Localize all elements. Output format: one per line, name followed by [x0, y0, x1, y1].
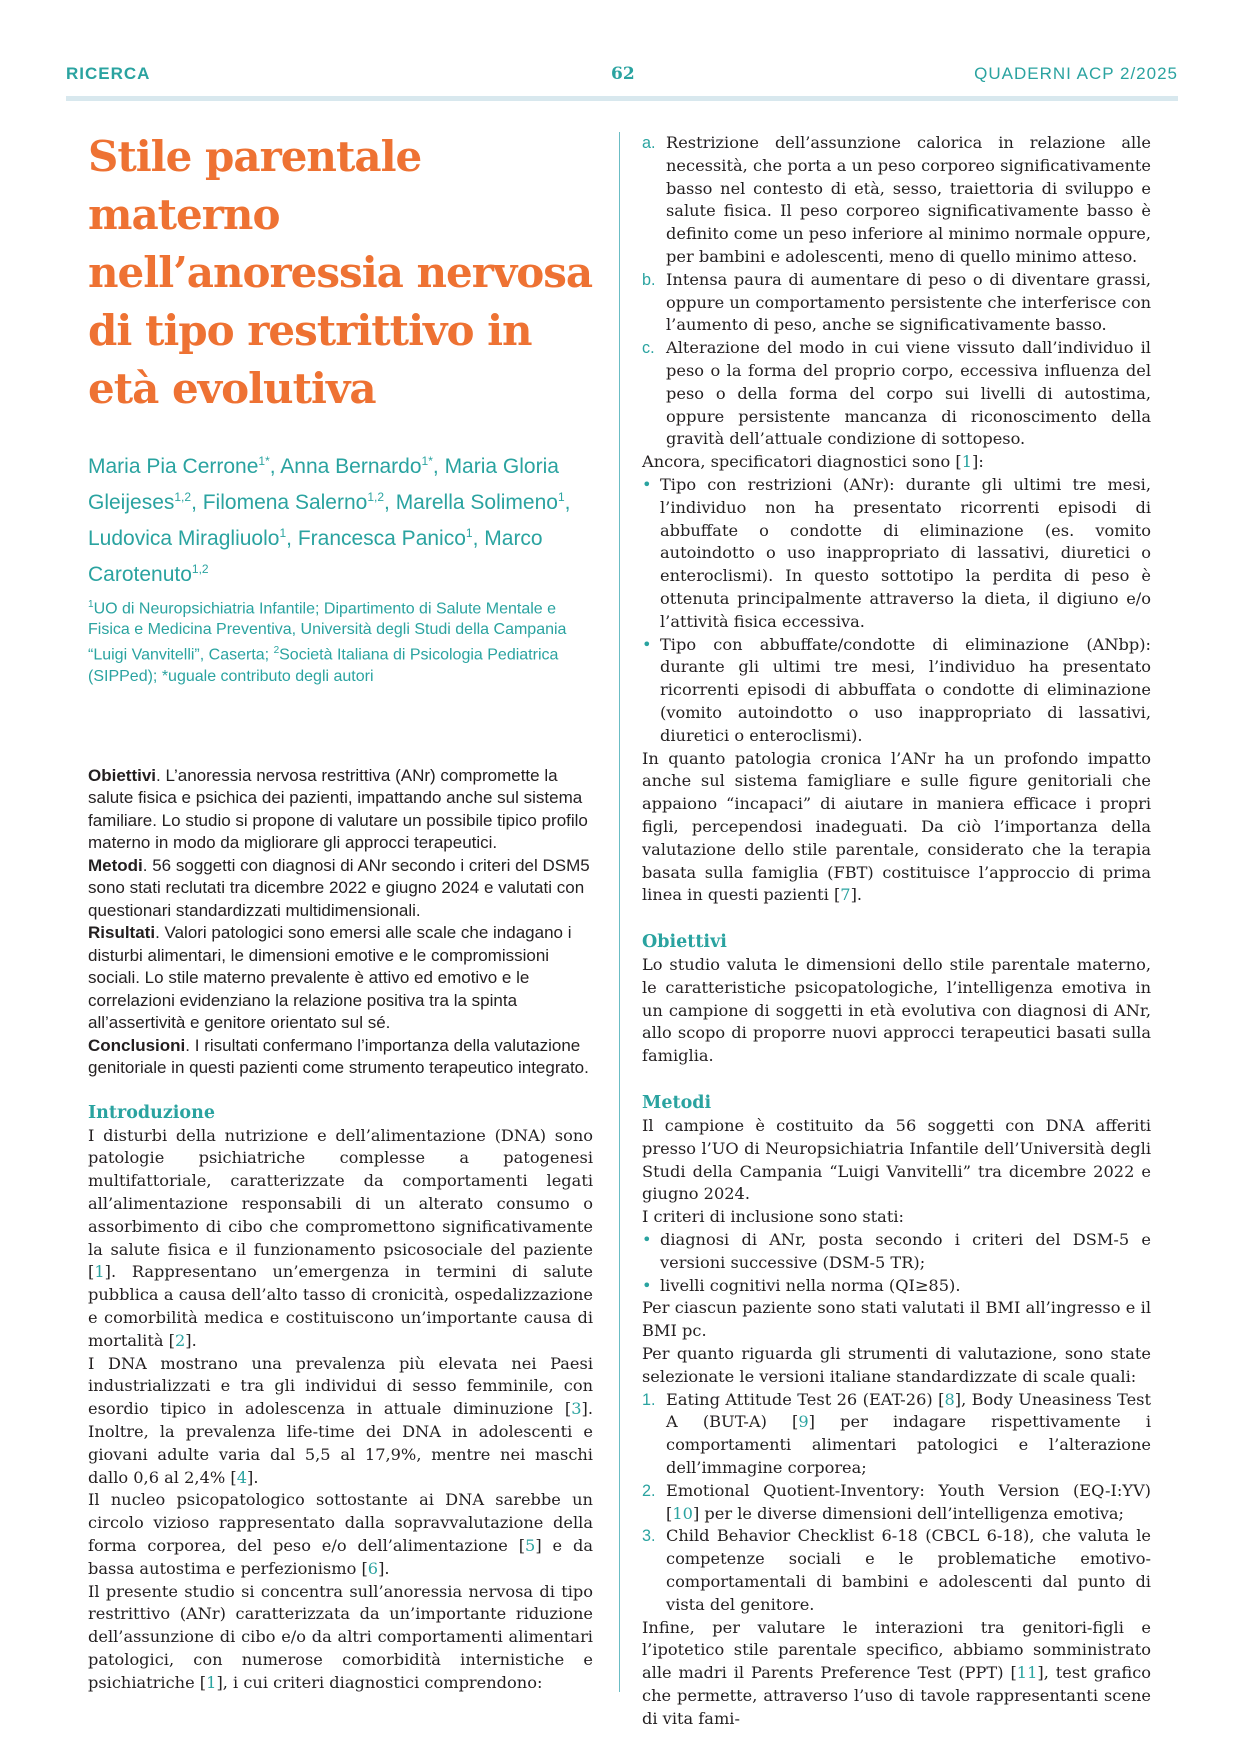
title-line: Stile parentale [88, 132, 422, 181]
citation-link[interactable]: 2 [174, 1330, 186, 1350]
affil-sup: 2 [273, 645, 280, 657]
author-name: Marella Solimeno [395, 491, 558, 514]
citation-link[interactable]: 1 [206, 1672, 217, 1692]
criterion-text: Alterazione del modo in cui viene vissuto dall’individuo il peso o la forma del proprio corpo, eccessiva influenza del peso o della forma del corpo sui livelli di autostima, oppure persistente mancanza di riconoscimento della gravità dell’attuale condizione di sottopeso. [666, 338, 1151, 449]
abstract-label: Conclusioni [88, 1035, 186, 1055]
author-sup: 1,2 [174, 490, 192, 504]
paragraph [88, 1489, 593, 1580]
author-sup: 1,2 [191, 562, 209, 576]
author-sup: 1 [465, 526, 473, 540]
title-line: di tipo restrittivo in [88, 306, 532, 355]
text: ]. [185, 1330, 197, 1350]
citation-link[interactable]: 10 [672, 1503, 693, 1523]
header-rule [66, 96, 1178, 101]
abstract-obiettivi [88, 765, 593, 855]
list-marker: 2. [642, 1481, 656, 1500]
text: ], Body Uneasiness Test A (BUT-A) [ [666, 1389, 1151, 1432]
tool-item [642, 1480, 1151, 1526]
author-name: Filomena Salerno [202, 491, 368, 514]
criterion-item [642, 337, 1151, 451]
abstract-metodi [88, 855, 593, 923]
affiliation-2: Società Italiana di Psicologia Pediatrica (SIPPed); [88, 646, 559, 685]
text: ]. [247, 1467, 259, 1487]
author-name: Maria Gloria Gleijeses [88, 455, 559, 514]
paragraph: I criteri di inclusione sono stati: [642, 1207, 904, 1227]
abstract-text: . I risultati confermano l’importanza della valutazione genitoriale in questi pazienti come strumento terapeutico integrato. [88, 1035, 589, 1078]
author-sup: 1* [258, 454, 270, 468]
specifier-text: Tipo con restrizioni (ANr): durante gli ultimi tre mesi, l’individuo non ha presentato ricorrenti episodi di abbuffate o condotte di eliminazione (es. vomito autoindotto o uso inappropriato di lassativi, diuretici o enteroclismi). In questo sottotipo la perdita di peso è ottenuta principalmente attraverso la dieta, il digiuno e/o l’attività fisica eccessiva. [660, 474, 1151, 631]
author-sup: 1 [279, 526, 287, 540]
list-marker: a. [642, 134, 656, 152]
paragraph [642, 451, 1151, 474]
criterion-text: Restrizione dell’assunzione calorica in relazione alle necessità, che porta a un peso corporeo significativamente basso nel contesto di età, sesso, traiettoria di sviluppo e salute fisica. Il peso corporeo significativamente basso è definito come un peso inferiore al minimo normale oppure, per bambini e adolescenti, meno di quello minimo atteso. [666, 133, 1151, 266]
citation-link[interactable]: 9 [798, 1412, 809, 1432]
abstract-text: . Valori patologici sono emersi alle scale che indagano i disturbi alimentari, le dimensioni emotive e le compromissioni sociali. Lo stile materno prevalente è attivo ed emotivo e le correlazioni evidenziano la relazione positiva tra la spinta all’assertività e genitore orientato sul sé. [88, 923, 572, 1033]
author-sup: 1,2 [367, 490, 385, 504]
list-marker: c. [642, 339, 655, 358]
author-list: Maria Pia Cerrone$^{1*}$, Anna Bernardo$^{1*}$, Maria Gloria Gleijeses$^{1,2}$, Filomena Salerno$^{1,2}$, Marella Solimeno$^1$, Ludovica Miragliuolo$^1$, Francesca Panico$^1$, Marco Carotenuto$^{1,2}$ [88, 454, 571, 586]
abstract [88, 765, 593, 1080]
affiliations [88, 594, 593, 687]
abstract-text: . L’anoressia nervosa restrittiva (ANr) compromette la salute fisica e psichica dei pazienti, impattando anche sul sistema familiare. Lo studio si propone di valutare un possibile tipico profilo materno in modo da migliorare gli approcci terapeutici. [88, 765, 588, 853]
author-sup: 1* [421, 454, 433, 468]
page-number: 62 [611, 64, 635, 84]
abstract-label: Metodi [88, 855, 143, 875]
text: ] per indagare rispettivamente i comportamenti alimentari patologici e l’alterazione dell’immagine corporea; [666, 1412, 1151, 1478]
criterion-item [642, 269, 1151, 337]
abstract-label: Risultati [88, 923, 156, 943]
affil-sup: 1 [88, 599, 94, 610]
paragraph: Il campione è costituito da 56 soggetti con DNA afferiti presso l’UO di Neuropsichiatria Infantile dell’Università degli Studi della Campania “Luigi Vanvitelli” tra dicembre 2022 e giugno 2024. [642, 1116, 1151, 1204]
list-marker: 1. [642, 1390, 656, 1409]
author-name: Maria Pia Cerrone [88, 455, 259, 478]
author-name: Ludovica Miragliuolo [88, 527, 280, 550]
bullet-icon: • [642, 634, 652, 654]
paragraph [88, 1581, 593, 1695]
text: Emotional Quotient-Inventory: Youth Version (EQ-I:YV) [ [666, 1480, 1151, 1523]
section-label: RICERCA [66, 64, 151, 83]
text: Il presente studio si concentra sull’anoressia nervosa di tipo restrittivo (ANr) caratterizzata da un’importante riduzione dell’assunzione di cibo e/o da altri comportamenti alimentari patologici, con numerose comorbidità internistiche e psichiatriche [ [88, 1581, 593, 1692]
abstract-label: Obiettivi [88, 765, 157, 785]
text: I disturbi della nutrizione e dell’alimentazione (DNA) sono patologie psichiatriche complesse a patogenesi multifattoriale, caratterizzate da comportamenti legati all’alimentazione responsabili di un alterato consumo o assorbimento di cibo che compromettono significativamente la salute fisica e il funzionamento psicosociale del paziente [ [88, 1125, 593, 1282]
citation-link[interactable]: 6 [367, 1558, 379, 1578]
text: ]. Inoltre, la prevalenza life-time dei DNA in adolescenti e giovani adulte varia dal 5,5 al 17,9%, mentre nei maschi dallo 0,6 al 2,4% [ [88, 1399, 593, 1487]
author-name: Marco Carotenuto [88, 527, 543, 586]
paragraph: Per quanto riguarda gli strumenti di valutazione, sono state selezionate le versioni italiane standardizzate di scale quali: [642, 1344, 1151, 1386]
citation-link[interactable]: 3 [571, 1399, 582, 1419]
title-line: materno [88, 190, 280, 239]
criterion-item [642, 132, 1151, 269]
paragraph [88, 1353, 593, 1490]
inclusion-text: livelli cognitivi nella norma (QI≥85). [660, 1275, 961, 1295]
article-title [88, 128, 593, 418]
abstract-text: . 56 soggetti con diagnosi di ANr secondo i criteri del DSM5 sono stati reclutati tra dicembre 2022 e giugno 2024 e valutati con questionari standardizzati multidimensionali. [88, 855, 590, 920]
right-column [642, 132, 1151, 1731]
journal-name: QUADERNI ACP 2/2025 [974, 64, 1178, 83]
text: Child Behavior Checklist 6-18 (CBCL 6-18), che valuta le competenze sociali e le problematiche emotivo-comportamentali di bambini e adolescenti dal punto di vista del genitore. [666, 1526, 1151, 1614]
tool-item [642, 1525, 1151, 1616]
specifier-item [642, 474, 1151, 634]
section-heading-obiettivi: Obiettivi [642, 932, 727, 953]
author-sup: 1 [557, 490, 565, 504]
column-divider [619, 132, 620, 1692]
paragraph: Per ciascun paziente sono stati valutati il BMI all’ingresso e il BMI pc. [642, 1298, 1151, 1341]
list-marker: 3. [642, 1527, 656, 1546]
text: Eating Attitude Test 26 (EAT-26) [ [666, 1389, 945, 1409]
title-line: età evolutiva [88, 364, 376, 413]
text: Il nucleo psicopatologico sottostante ai DNA sarebbe un circolo vizioso rappresentato dalla sopravvalutazione della forma corporea, del peso e/o dell’alimentazione [ [88, 1490, 593, 1555]
bullet-icon: • [642, 1275, 652, 1295]
author-name: Anna Bernardo [280, 455, 422, 478]
tool-item [642, 1389, 1151, 1480]
text: Infine, per valutare le interazioni tra genitori-figli e l’ipotetico stile parentale specifico, abbiamo somministrato alle madri il Parents Preference Test (PPT) [ [642, 1617, 1151, 1683]
specifier-text: Tipo con abbuffate/condotte di eliminazione (ANbp): durante gli ultimi tre mesi, l’individuo ha presentato ricorrenti episodi di abbuffata o condotte di eliminazione (vomito autoindotto o uso inappropriato di lassativi, diuretici o enteroclismi). [660, 634, 1151, 745]
text: ] e da bassa autostima e perfezionismo [ [88, 1536, 593, 1578]
inclusion-item [642, 1275, 1151, 1298]
citation-link[interactable]: 4 [236, 1467, 248, 1487]
paragraph [642, 748, 1151, 908]
criterion-text: Intensa paura di aumentare di peso o di diventare grassi, oppure un comportamento persistente che interferisce con l’aumento di peso, anche se significativamente basso. [666, 269, 1151, 335]
text: ]. Rappresentano un’emergenza in termini di salute pubblica a causa dell’alto tasso di cronicità, ospedalizzazione e comorbilità medica e costituiscono un’importante causa di mortalità [ [88, 1262, 593, 1350]
paragraph: Lo studio valuta le dimensioni dello stile parentale materno, le caratteristiche psicopatologiche, l’intelligenza emotiva in un campione di soggetti in età evolutiva con diagnosi di ANr, allo scopo di proporre nuovi approcci terapeutici basati sulla famiglia. [642, 955, 1151, 1066]
section-heading-introduzione: Introduzione [88, 1102, 215, 1123]
affiliation-1: UO di Neuropsichiatria Infantile; Dipartimento di Salute Mentale e Fisica e Medicina Preventiva, Università degli Studi della Campania “Luigi Vanvitelli”, Caserta; [88, 600, 567, 664]
citation-link[interactable]: 1 [961, 452, 973, 472]
text: ] per le diverse dimensioni dell’intelligenza emotiva; [692, 1503, 1124, 1523]
text: Ancora, specificatori diagnostici sono [ [642, 452, 962, 472]
bullet-icon: • [642, 1230, 652, 1250]
running-header [66, 64, 1178, 92]
section-heading-metodi: Metodi [642, 1093, 712, 1114]
author-name: Francesca Panico [297, 527, 466, 550]
citation-link[interactable]: 1 [94, 1262, 105, 1282]
specifier-item [642, 634, 1151, 748]
title-line: nell’anoressia nervosa [88, 248, 593, 297]
text: ]. [378, 1558, 390, 1578]
abstract-risultati [88, 922, 593, 1035]
citation-link[interactable]: 11 [1016, 1663, 1038, 1683]
text: ], i cui criteri diagnostici comprendono: [216, 1672, 543, 1692]
abstract-conclusioni [88, 1035, 593, 1080]
text: ]. [850, 885, 863, 905]
equal-contribution-note: *uguale contributo degli autori [161, 667, 374, 685]
citation-link[interactable]: 7 [840, 885, 851, 905]
inclusion-item [642, 1229, 1151, 1275]
citation-link[interactable]: 8 [944, 1389, 955, 1409]
list-marker: b. [642, 270, 656, 289]
citation-link[interactable]: 5 [525, 1536, 536, 1555]
text: ], test grafico che permette, attraverso l’uso di tavole rappresentanti scene di vita fami- [642, 1663, 1152, 1728]
inclusion-text: diagnosi di ANr, posta secondo i criteri del DSM-5 e versioni successive (DSM-5 TR); [660, 1230, 1151, 1272]
bullet-icon: • [642, 474, 652, 494]
text: ]: [972, 452, 984, 472]
left-column [88, 128, 593, 1695]
text: In quanto patologia cronica l’ANr ha un profondo impatto anche sul sistema famigliare e sulle figure genitoriali che appaiono “incapaci” di aiutare in maniera efficace i propri figli, percependosi inadeguati. Da ciò l’importanza della valutazione dello stile parentale, considerato che la terapia basata sulla famiglia (FBT) costituisce l’approccio di prima linea in questi pazienti [ [642, 748, 1151, 905]
paragraph [88, 1125, 593, 1353]
text: I DNA mostrano una prevalenza più elevata nei Paesi industrializzati e tra gli individui di sesso femminile, con esordio tipico in adolescenza in attuale diminuzione [ [88, 1353, 593, 1419]
paragraph [642, 1617, 1151, 1731]
